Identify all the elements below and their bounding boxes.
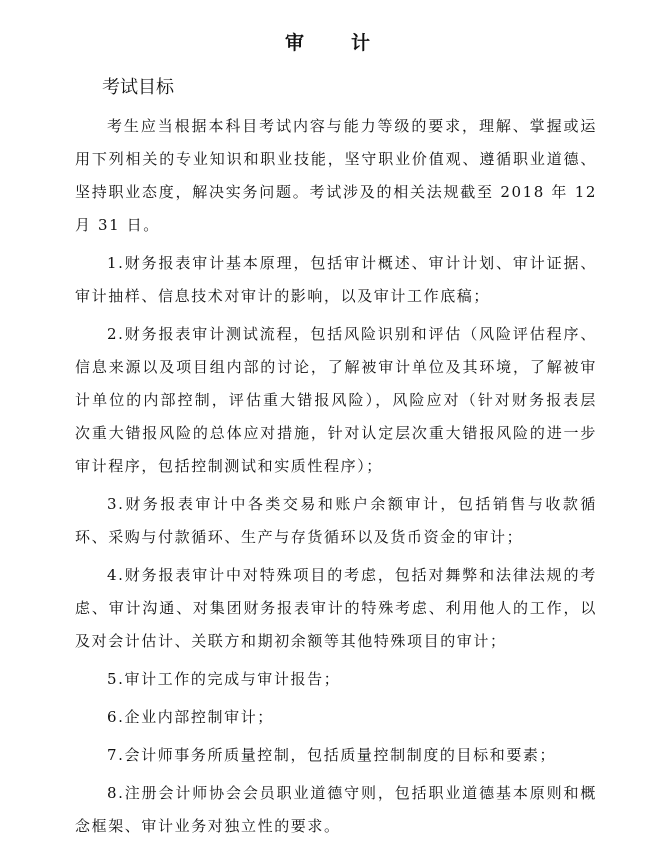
list-item-2: 2.财务报表审计测试流程，包括风险识别和评估（风险评估程序、信息来源以及项目组内部的讨论，了解被审计单位及其环境，了解被审计单位的内部控制，评估重大错报风险），风险应对（针对财务报表层次重大错报风险的总体应对措施，针对认定层次重大错报风险的进一步审计程序，包括控制测试和实质性程序）；: [75, 325, 597, 475]
list-item-5: 5.审计工作的完成与审计报告；: [107, 670, 341, 688]
list-item-7: 7.会计师事务所质量控制，包括质量控制制度的目标和要素；: [107, 746, 557, 764]
section-heading: 考试目标: [102, 77, 174, 98]
intro-paragraph: 考生应当根据本科目考试内容与能力等级的要求，理解、掌握或运用下列相关的专业知识和职业技能，坚守职业价值观、遵循职业道德、坚持职业态度，解决实务问题。考试涉及的相关法规截至 2018 年 12 月 31 日。: [75, 117, 597, 234]
list-item-6: 6.企业内部控制审计；: [107, 708, 274, 726]
list-item-1: 1.财务报表审计基本原理，包括审计概述、审计计划、审计证据、审计抽样、信息技术对审计的影响，以及审计工作底稿；: [75, 254, 597, 305]
page-title: 审 计: [284, 32, 384, 54]
list-item-8: 8.注册会计师协会会员职业道德守则，包括职业道德基本原则和概念框架、审计业务对独立性的要求。: [75, 784, 597, 835]
list-item-3: 3.财务报表审计中各类交易和账户余额审计，包括销售与收款循环、采购与付款循环、生产与存货循环以及货币资金的审计；: [75, 495, 597, 546]
list-item-4: 4.财务报表审计中对特殊项目的考虑，包括对舞弊和法律法规的考虑、审计沟通、对集团财务报表审计的特殊考虑、利用他人的工作，以及对会计估计、关联方和期初余额等其他特殊项目的审计；: [75, 566, 597, 650]
document-body: [75, 110, 597, 848]
